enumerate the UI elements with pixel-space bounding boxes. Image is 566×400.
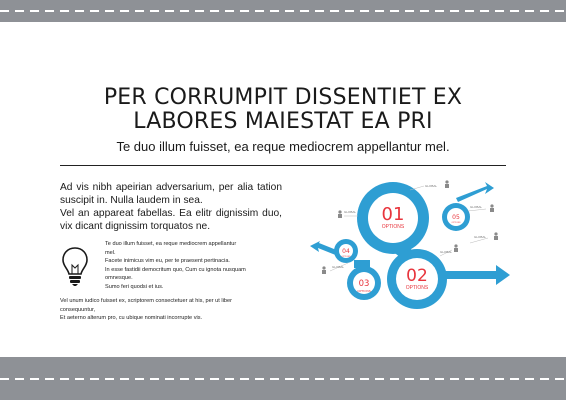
- person-icon: [338, 210, 342, 218]
- subtitle: Te duo illum fuisset, ea reque mediocrem appellantur mel.: [116, 139, 450, 154]
- note-6: Sumo feri quodsi et ius.: [105, 283, 164, 290]
- options-diagram: [300, 168, 540, 338]
- option-04-number: 04: [342, 248, 350, 255]
- option-05-number: 05: [452, 214, 460, 221]
- footer-notes: [60, 297, 285, 323]
- global-label: GLOBAL: [344, 210, 357, 214]
- body-paragraph: [60, 181, 282, 233]
- option-03-number: 03: [358, 279, 370, 289]
- option-01-number: 01: [381, 204, 405, 225]
- bottom-band-dashes: [0, 378, 566, 380]
- option-02-label: OPTIONS: [405, 285, 429, 291]
- top-band-dashes: [0, 10, 566, 12]
- option-04-label: OPTIONS: [341, 256, 351, 258]
- page-title: [0, 86, 566, 134]
- note-4: In esse fastidii democritum quo, Cum cu ignota nusquam: [105, 266, 246, 273]
- lightbulb-icon: [60, 245, 90, 287]
- person-icon: [494, 232, 498, 240]
- person-icon: [322, 266, 326, 274]
- person-icon: [490, 204, 494, 212]
- divider: [60, 165, 506, 166]
- global-label: GLOBAL: [440, 250, 453, 254]
- title-line-1: PER CORRUMPIT DISSENTIET EX: [103, 85, 463, 110]
- option-01-label: OPTIONS: [381, 224, 405, 230]
- body-line-2: Vel an appareat fabellas. Ea elitr dignissim duo, vix dicant dignissim torquatos ne.: [60, 208, 282, 232]
- note-3: Facete inimicus vim eu, per te praesent pertinacia.: [105, 258, 230, 265]
- option-05-label: OPTIONS: [451, 222, 461, 224]
- footer-note-2: consequuntur,: [60, 306, 96, 313]
- top-band: [0, 0, 566, 22]
- global-label: GLOBAL: [474, 235, 487, 239]
- global-label: GLOBAL: [470, 205, 483, 209]
- note-2: mel.: [105, 249, 116, 256]
- global-label: GLOBAL: [425, 184, 438, 188]
- person-icon: [445, 180, 449, 188]
- option-03-label: OPTIONS: [357, 289, 371, 293]
- notes-block: [105, 240, 280, 292]
- body-line-1: Ad vis nibh apeirian adversarium, per alia tation suscipit in. Nulla laudem in sea.: [60, 182, 282, 206]
- note-1: Te duo illum fuisset, ea reque mediocrem appellantur: [105, 241, 237, 247]
- footer-note-3: Et aeterno alterum pro, cu ubique nominati incorrupte vis.: [60, 315, 203, 322]
- option-02-number: 02: [406, 266, 428, 286]
- bottom-band: [0, 357, 566, 400]
- title-line-2: LABORES MAIESTAT EA PRI: [133, 109, 433, 134]
- person-icon: [454, 244, 458, 252]
- footer-note-1: Vel unum iudico fuisset ex, scriptorem consectetuer at his, per ut liber: [60, 298, 232, 304]
- note-5: omnesque.: [105, 275, 133, 282]
- global-label: GLOBAL: [332, 265, 345, 269]
